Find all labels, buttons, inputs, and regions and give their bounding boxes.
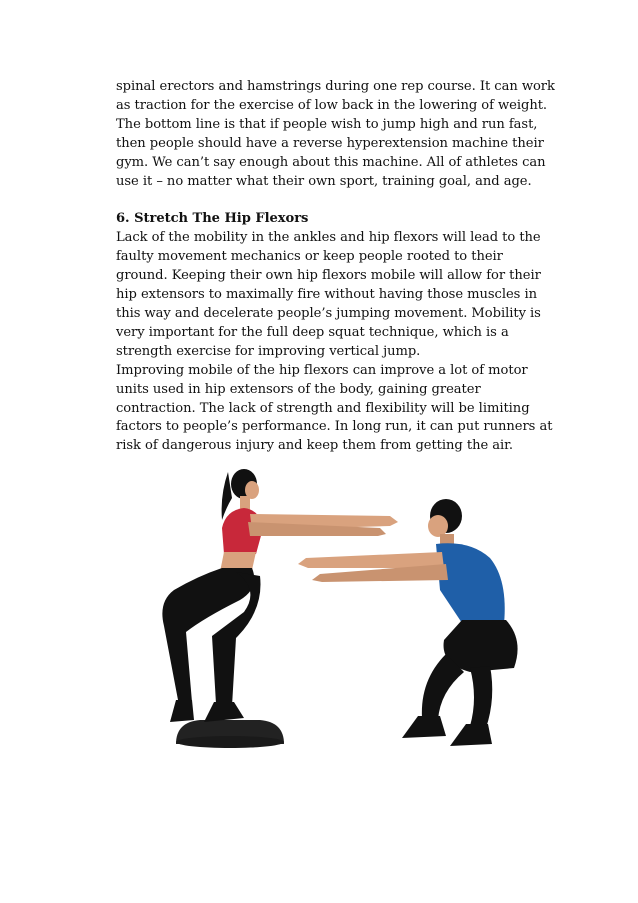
squat-exercise-image [140,440,540,780]
paragraph-gap [116,191,556,210]
intro-paragraph: spinal erectors and hamstrings during one rep course. It can work as traction for the exercise of low back in the lowering of weight. The bottom line is that if people wish to jump high and run fast, then people should have a reverse hyperextension machine their gym. We can’t say enough about this machine. All of athletes can use it – no matter what their own sport, training goal, and age. [116,79,555,189]
woman-figure [162,469,398,748]
body-paragraph-2: Improving mobile of the hip flexors can improve a lot of motor units used in hip extensors of the body, gaining greater contraction. The lack of strength and flexibility will be limiting factors to people’s performance. In long run, it can put runners at risk of dangerous injury and keep them from getting the air. [116,362,553,454]
body-paragraph-1: Lack of the mobility in the ankles and hip flexors will lead to the faulty movement mechanics or keep people rooted to their ground. Keeping their own hip flexors mobile will allow for their hip extensors to maximally fire without having those muscles in this way and decelerate people’s jumping movement. Mobility is very important for the full deep squat technique, which is a strength exercise for improving vertical jump. [116,230,541,359]
squat-illustration [140,440,540,780]
section-heading: 6. Stretch The Hip Flexors [116,211,309,227]
man-figure [298,499,518,746]
article-text [116,78,556,456]
